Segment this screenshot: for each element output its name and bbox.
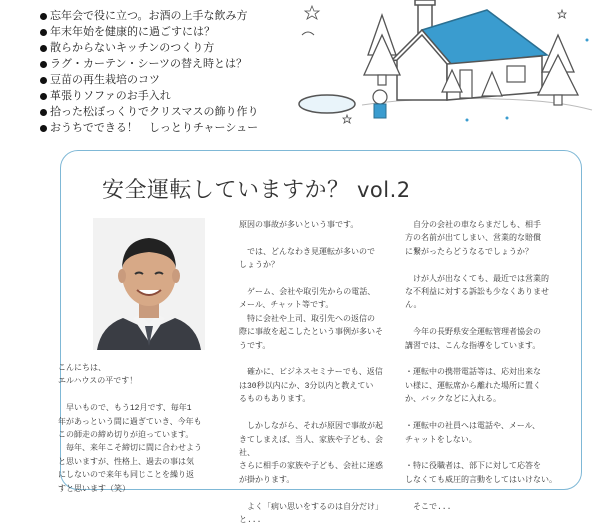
winter-house-illustration <box>292 0 606 140</box>
topic-item <box>40 8 300 24</box>
bullet-icon <box>40 77 47 84</box>
topic-item <box>40 88 300 104</box>
topic-list <box>40 8 300 136</box>
bullet-icon <box>40 61 47 68</box>
article-column-2: 原因の事故が多いという事です。 では、どんなわき見運転が多いので しょうか？ ゲーム、会社や取引先からの電話、 メール、チャット等です。 特に会社や上司、取引先への返信の 際に事故を起こしたという事例が多いそ うです。 確かに、ビジネスセミナーでも、返信 は30秒以内にか、3分以内と教えてい るものもあります。 しかしながら、それが原因で事故が起 きてしまえば、当人、家族や子ども、会社、 さらに相手の家族や子ども、会社に迷惑 が掛かります。 よく「病い思いをするのは自分だけ」 と... <box>239 221 383 525</box>
bullet-icon <box>40 93 47 100</box>
topic-item <box>40 104 300 120</box>
topic-item <box>40 40 300 56</box>
topic-item <box>40 24 300 40</box>
article-column-3: 自分の会社の車ならまだしも、相手 方の名前が出てしまい、営業的な賠償 に繋がったらどうなるでしょうか？ けが人が出なくても、最近では営業的 な不利益に対する訴訟も少なくありませ ん。 今年の長野県安全運転管理者協会の 講習では、こんな指導をしています。 ・運転中の携帯電話等は、応対出来な い様に、運転席から離れた場所に置く か、バックなどに入れる。 ・運転中の社員へは電話や、メール、 チャットをしない。 ・特に役職者は、部下に対して応答を しなくても威圧的言動をしてはいけない。 そこで... <box>405 221 557 512</box>
topic-item <box>40 72 300 88</box>
topic-text: 忘年会で役に立つ。お酒の上手な飲み方 <box>50 9 248 22</box>
bullet-icon <box>40 45 47 52</box>
bullet-icon <box>40 29 47 36</box>
topic-text: 拾った松ぼっくりでクリスマスの飾り作り <box>50 105 259 118</box>
bullet-icon <box>40 125 47 132</box>
topic-text: おうちでできる！ しっとりチャーシュー <box>50 121 259 134</box>
topic-text: 年末年始を健康的に過ごすには？ <box>50 25 215 38</box>
article-column-1: こんにちは、 エルハウスの平です！ 早いもので、もう12月です、毎年1 年があっという間に過ぎていき、今年も この師走の締め切りが迫っています。 毎年、来年こそ締切に間に合わせよう と思いますが、性格上、過去の事は気 にしないので来年も同じことを繰り返 すと思います（笑） <box>58 364 202 494</box>
author-photo <box>93 218 205 350</box>
topic-text: 豆苗の再生栽培のコツ <box>50 73 160 86</box>
topic-item <box>40 120 300 136</box>
topic-text: 革張りソファのお手入れ <box>50 89 171 102</box>
article-title <box>102 173 411 204</box>
title-volume: vol.2 <box>357 178 411 202</box>
topic-text: 散らからないキッチンのつくり方 <box>50 41 215 54</box>
topic-item <box>40 56 300 72</box>
topic-text: ラグ・カーテン・シーツの替え時とは？ <box>50 57 248 70</box>
title-text: 安全運転していますか？ <box>102 178 357 203</box>
bullet-icon <box>40 109 47 116</box>
bullet-icon <box>40 13 47 20</box>
